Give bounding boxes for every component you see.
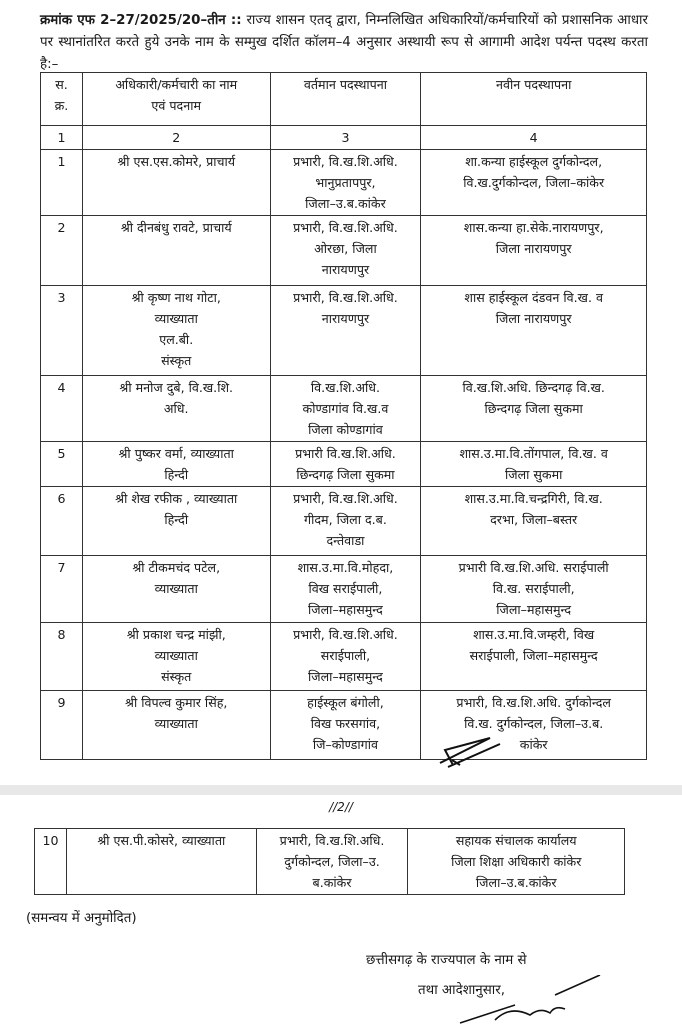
current-posting-cell: वि.ख.शि.अधि. कोण्डागांव वि.ख.व जिला कोण्डागांव bbox=[270, 376, 421, 442]
table-row bbox=[41, 150, 647, 216]
serial-number-cell: 9 bbox=[41, 691, 83, 760]
column-number-row bbox=[41, 126, 647, 150]
order-text: राज्य शासन एतद् द्वारा, निम्नलिखित अधिकारियों/कर्मचारियों को प्रशासनिक आधार पर स्थानांतरित करते हुये उनके नाम के सम्मुख दर्शित कॉलम–4 अनुसार अस्थायी रूप से आगामी आदेश पर्यन्त पदस्थ करता है:– bbox=[40, 13, 649, 72]
employee-name-cell: श्री पुष्कर वर्मा, व्याख्याता हिन्दी bbox=[82, 442, 270, 487]
serial-number-cell: 8 bbox=[41, 623, 83, 691]
column-number: 2 bbox=[82, 126, 270, 150]
column-number: 1 bbox=[41, 126, 83, 150]
serial-number-cell: 10 bbox=[35, 829, 67, 895]
order-reference: क्रमांक एफ 2–27/2025/20–तीन :: bbox=[40, 13, 242, 28]
signature-mark bbox=[430, 730, 520, 780]
new-posting-cell: सहायक संचालक कार्यालय जिला शिक्षा अधिकारी कांकेर जिला–उ.ब.कांकेर bbox=[408, 829, 625, 895]
current-posting-cell: हाईस्कूल बंगोली, विख फरसगांव, जि–कोण्डागांव bbox=[270, 691, 421, 760]
new-posting-cell: शास हाईस्कूल दंडवन वि.ख. व जिला नारायणपुर bbox=[421, 286, 647, 376]
employee-name-cell: श्री कृष्ण नाथ गोटा, व्याख्याता एल.बी. संस्कृत bbox=[82, 286, 270, 376]
page-separator bbox=[0, 785, 682, 795]
table-row bbox=[41, 623, 647, 691]
employee-name-cell: श्री दीनबंधु रावटे, प्राचार्य bbox=[82, 216, 270, 286]
new-posting-cell: शास.उ.मा.वि.चन्द्रगिरी, वि.ख. दरभा, जिला–बस्तर bbox=[421, 487, 647, 556]
serial-number-cell: 6 bbox=[41, 487, 83, 556]
current-posting-cell: प्रभारी, वि.ख.शि.अधि. भानुप्रतापपुर, जिला–उ.ब.कांकेर bbox=[270, 150, 421, 216]
current-posting-cell: प्रभारी, वि.ख.शि.अधि. सराईपाली, जिला–महासमुन्द bbox=[270, 623, 421, 691]
employee-name-cell: श्री मनोज दुबे, वि.ख.शि. अधि. bbox=[82, 376, 270, 442]
table-row bbox=[41, 487, 647, 556]
employee-name-cell: श्री एस.पी.कोसरे, व्याख्याता bbox=[66, 829, 256, 895]
new-posting-cell: शास.कन्या हा.सेके.नारायणपुर, जिला नारायणपुर bbox=[421, 216, 647, 286]
order-intro bbox=[40, 10, 648, 76]
header-new-posting: नवीन पदस्थापना bbox=[421, 73, 647, 126]
table-row bbox=[41, 556, 647, 623]
table-row bbox=[41, 376, 647, 442]
table-row bbox=[41, 442, 647, 487]
current-posting-cell: प्रभारी, वि.ख.शि.अधि. नारायणपुर bbox=[270, 286, 421, 376]
current-posting-cell: प्रभारी वि.ख.शि.अधि. छिन्दगढ़ जिला सुकमा bbox=[270, 442, 421, 487]
header-sno: स. क्र. bbox=[41, 73, 83, 126]
current-posting-cell: प्रभारी, वि.ख.शि.अधि. ओरछा, जिला नारायणपुर bbox=[270, 216, 421, 286]
transfer-table bbox=[40, 72, 647, 760]
current-posting-cell: प्रभारी, वि.ख.शि.अधि. गीदम, जिला द.ब. दन्तेवाडा bbox=[270, 487, 421, 556]
transfer-table-continued bbox=[34, 828, 625, 895]
header-name: अधिकारी/कर्मचारी का नाम एवं पदनाम bbox=[82, 73, 270, 126]
serial-number-cell: 7 bbox=[41, 556, 83, 623]
header-current-posting: वर्तमान पदस्थापना bbox=[270, 73, 421, 126]
table-row bbox=[35, 829, 625, 895]
serial-number-cell: 4 bbox=[41, 376, 83, 442]
signature-line-2: तथा आदेशानुसार, bbox=[418, 983, 505, 998]
new-posting-cell: प्रभारी, वि.ख.शि.अधि. दुर्गकोन्दल वि.ख. दुर्गकोन्दल, जिला–उ.ब. कांकेर bbox=[421, 691, 647, 760]
column-number: 3 bbox=[270, 126, 421, 150]
new-posting-cell: वि.ख.शि.अधि. छिन्दगढ़ वि.ख. छिन्दगढ़ जिला सुकमा bbox=[421, 376, 647, 442]
employee-name-cell: श्री टीकमचंद पटेल, व्याख्याता bbox=[82, 556, 270, 623]
page-number: //2// bbox=[329, 800, 353, 814]
table-header-row bbox=[41, 73, 647, 126]
signature-line-1: छत्तीसगढ़ के राज्यपाल के नाम से bbox=[366, 953, 527, 968]
new-posting-cell: शा.कन्या हाईस्कूल दुर्गकोन्दल, वि.ख.दुर्गकोन्दल, जिला–कांकेर bbox=[421, 150, 647, 216]
signature-mark bbox=[455, 975, 605, 1025]
column-number: 4 bbox=[421, 126, 647, 150]
employee-name-cell: श्री शेख रफीक , व्याख्याता हिन्दी bbox=[82, 487, 270, 556]
table-row bbox=[41, 691, 647, 760]
new-posting-cell: शास.उ.मा.वि.जम्हरी, विख सराईपाली, जिला–महासमुन्द bbox=[421, 623, 647, 691]
table-row bbox=[41, 216, 647, 286]
serial-number-cell: 1 bbox=[41, 150, 83, 216]
employee-name-cell: श्री विपल्व कुमार सिंह, व्याख्याता bbox=[82, 691, 270, 760]
new-posting-cell: प्रभारी वि.ख.शि.अधि. सराईपाली वि.ख. सराईपाली, जिला–महासमुन्द bbox=[421, 556, 647, 623]
table-row bbox=[41, 286, 647, 376]
serial-number-cell: 2 bbox=[41, 216, 83, 286]
current-posting-cell: शास.उ.मा.वि.मोहदा, विख सराईपाली, जिला–महासमुन्द bbox=[270, 556, 421, 623]
current-posting-cell: प्रभारी, वि.ख.शि.अधि. दुर्गकोन्दल, जिला–उ. ब.कांकेर bbox=[256, 829, 408, 895]
serial-number-cell: 5 bbox=[41, 442, 83, 487]
employee-name-cell: श्री प्रकाश चन्द्र मांझी, व्याख्याता संस्कृत bbox=[82, 623, 270, 691]
approval-note: (समन्वय में अनुमोदित) bbox=[26, 911, 137, 926]
new-posting-cell: शास.उ.मा.वि.तोंगपाल, वि.ख. व जिला सुकमा bbox=[421, 442, 647, 487]
employee-name-cell: श्री एस.एस.कोमरे, प्राचार्य bbox=[82, 150, 270, 216]
serial-number-cell: 3 bbox=[41, 286, 83, 376]
